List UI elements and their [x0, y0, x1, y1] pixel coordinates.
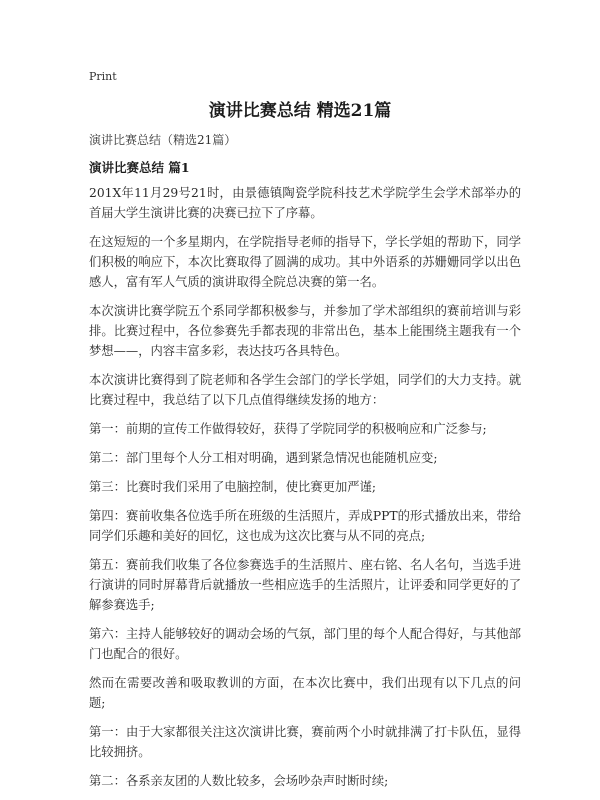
paragraph: 第一：前期的宣传工作做得较好，获得了学院同学的积极响应和广泛参与; [89, 422, 487, 436]
print-link[interactable]: Print [89, 70, 117, 83]
paragraph: 本次演讲比赛学院五个系同学都积极参与，并参加了学术部组织的赛前培训与彩排。比赛过程中，各位参赛先手都表现的非常出色，基本上能围绕主题我有一个梦想——，内容丰富多彩，表达技巧各具特色。 [89, 304, 521, 358]
section-heading: 演讲比赛总结 篇1 [89, 160, 190, 175]
paragraph: 本次演讲比赛得到了院老师和各学生会部门的学长学姐，同学们的大力支持。就比赛过程中，我总结了以下几点值得继续发扬的地方： [89, 373, 521, 407]
paragraph: 第一：由于大家都很关注这次演讲比赛，赛前两个小时就排满了打卡队伍，显得比较拥挤。 [89, 725, 521, 759]
paragraph: 第四：赛前收集各位选手所在班级的生活照片，弄成PPT的形式播放出来，带给同学们乐趣和美好的回忆，这也成为这次比赛与从不同的亮点; [89, 509, 521, 543]
paragraph: 201X年11月29号21时，由景德镇陶瓷学院科技艺术学院学生会学术部举办的首届大学生演讲比赛的决赛已拉下了序幕。 [89, 186, 521, 220]
document-body [89, 183, 521, 800]
paragraph: 第二：各系亲友团的人数比较多，会场吵杂声时断时续; [89, 774, 389, 788]
paragraph: 第五：赛前我们收集了各位参赛选手的生活照片、座右铭、名人名句，当选手进行演讲的同时屏幕背后就播放一些相应选手的生活照片，让评委和同学更好的了解参赛选手; [89, 558, 521, 612]
paragraph: 然而在需要改善和吸取教训的方面，在本次比赛中，我们出现有以下几点的问题; [89, 676, 521, 710]
paragraph: 第三：比赛时我们采用了电脑控制，使比赛更加严谨; [89, 480, 376, 494]
paragraph: 第二：部门里每个人分工相对明确，遇到紧急情况也能随机应变; [89, 451, 438, 465]
paragraph: 第六：主持人能够较好的调动会场的气氛，部门里的每个人配合得好，与其他部门也配合的很好。 [89, 627, 521, 661]
document-subtitle: 演讲比赛总结（精选21篇） [89, 133, 237, 147]
paragraph: 在这短短的一个多星期内，在学院指导老师的指导下，学长学姐的帮助下，同学们积极的响应下，本次比赛取得了圆满的成功。其中外语系的苏姗姗同学以出色感人，富有军人气质的演讲取得全院总决赛的第一名。 [89, 235, 521, 289]
document-title: 演讲比赛总结 精选21篇 [208, 101, 392, 121]
